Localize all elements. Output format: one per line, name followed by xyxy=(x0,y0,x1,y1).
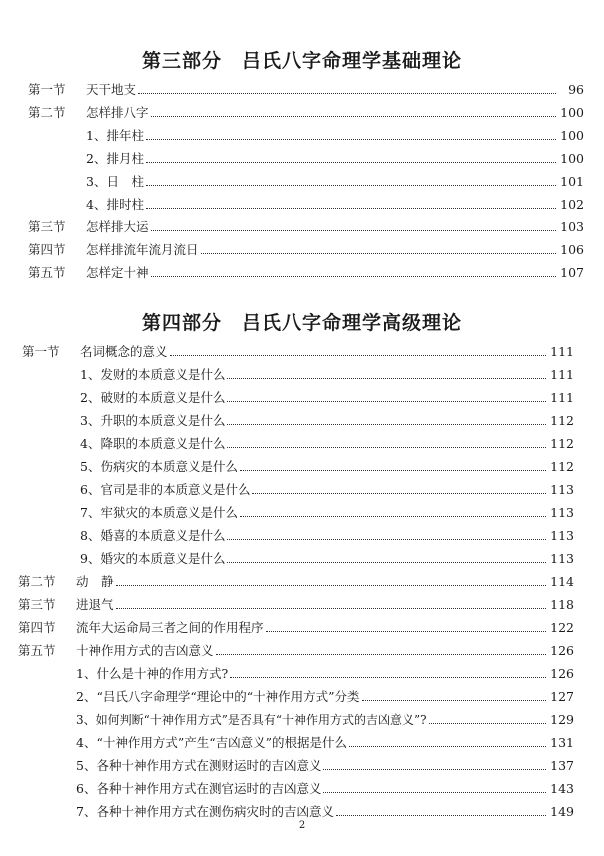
entry-title: 6、各种十神作用方式在测官运时的吉凶意义 xyxy=(76,781,322,796)
entry-title: 1、排年柱 xyxy=(86,128,144,143)
entry-title: 4、“十神作用方式”产生“吉凶意义”的根据是什么 xyxy=(76,735,348,750)
toc-subentry xyxy=(80,434,574,454)
page-number: 96 xyxy=(568,82,584,97)
entry-title: 2、破财的本质意义是什么 xyxy=(80,390,226,405)
entry-title: 8、婚喜的本质意义是什么 xyxy=(80,528,226,543)
toc-entry xyxy=(18,572,574,592)
entry-title: 4、降职的本质意义是什么 xyxy=(80,436,226,451)
dot-leader xyxy=(227,539,546,540)
section-label: 第二节 xyxy=(18,574,56,589)
dot-leader xyxy=(151,276,556,277)
page-number: 143 xyxy=(550,781,574,796)
toc-entry xyxy=(18,595,574,615)
entry-title: 9、婚灾的本质意义是什么 xyxy=(80,551,226,566)
entry-title: 1、发财的本质意义是什么 xyxy=(80,367,226,382)
dot-leader xyxy=(240,516,546,517)
entry-title: 3、升职的本质意义是什么 xyxy=(80,413,226,428)
page-number: 101 xyxy=(560,174,584,189)
page-number: 102 xyxy=(560,197,584,212)
page-number: 107 xyxy=(560,265,584,280)
toc-entry xyxy=(18,618,574,638)
toc-subentry xyxy=(76,710,574,730)
page-number: 100 xyxy=(560,128,584,143)
page-number: 100 xyxy=(560,151,584,166)
toc-subentry xyxy=(80,365,574,385)
entry-title: 怎样排八字 xyxy=(86,105,149,120)
entry-title: 天干地支 xyxy=(86,82,137,97)
footer-page-number: 2 xyxy=(298,820,306,831)
toc-entry xyxy=(28,80,584,100)
dot-leader xyxy=(252,493,546,494)
section-label: 第三节 xyxy=(28,219,66,234)
toc-entry xyxy=(28,217,584,237)
entry-title: 2、排月柱 xyxy=(86,151,144,166)
dot-leader xyxy=(146,208,556,209)
section-label: 第四节 xyxy=(28,242,66,257)
toc-subentry xyxy=(76,664,574,684)
dot-leader xyxy=(138,93,556,94)
section-label: 第五节 xyxy=(28,265,66,280)
entry-title: 7、各种十神作用方式在测伤病灾时的吉凶意义 xyxy=(76,804,334,819)
page-number: 103 xyxy=(560,219,584,234)
entry-title: 怎样排大运 xyxy=(86,219,149,234)
page-number: 112 xyxy=(550,459,574,474)
page-number: 129 xyxy=(550,712,574,727)
page-number: 111 xyxy=(550,390,574,405)
entry-title: 动 静 xyxy=(76,574,114,589)
entry-title: 6、官司是非的本质意义是什么 xyxy=(80,482,251,497)
toc-subentry xyxy=(80,388,574,408)
part4-title: 第四部分 吕氏八字命理学高级理论 xyxy=(141,312,462,334)
page-number: 113 xyxy=(550,482,574,497)
toc-entry xyxy=(28,103,584,123)
dot-leader xyxy=(170,355,546,356)
toc-subentry xyxy=(76,756,574,776)
page-number: 131 xyxy=(550,735,574,750)
toc-entry xyxy=(28,263,584,283)
dot-leader xyxy=(349,746,546,747)
page-number: 114 xyxy=(550,574,574,589)
page-number: 126 xyxy=(550,666,574,681)
entry-title: 5、伤病灾的本质意义是什么 xyxy=(80,459,238,474)
dot-leader xyxy=(362,700,546,701)
page-number: 122 xyxy=(550,620,574,635)
page-number: 112 xyxy=(550,436,574,451)
dot-leader xyxy=(266,631,546,632)
toc-subentry xyxy=(76,779,574,799)
dot-leader xyxy=(146,162,556,163)
page-number: 127 xyxy=(550,689,574,704)
toc-subentry xyxy=(86,172,584,192)
dot-leader xyxy=(230,677,546,678)
page-number: 113 xyxy=(550,551,574,566)
entry-title: 3、如何判断“十神作用方式”是否具有“十神作用方式的吉凶意义”? xyxy=(76,713,427,727)
dot-leader xyxy=(227,401,546,402)
dot-leader xyxy=(323,792,546,793)
toc-subentry xyxy=(76,687,574,707)
entry-title: 进退气 xyxy=(76,597,114,612)
dot-leader xyxy=(146,185,556,186)
page-number: 113 xyxy=(550,528,574,543)
entry-title: 名词概念的意义 xyxy=(80,344,168,359)
dot-leader xyxy=(227,447,546,448)
entry-title: 十神作用方式的吉凶意义 xyxy=(76,643,214,658)
toc-entry xyxy=(22,342,574,362)
dot-leader xyxy=(227,424,546,425)
toc-subentry xyxy=(86,149,584,169)
toc-subentry xyxy=(80,549,574,569)
page-number: 118 xyxy=(550,597,574,612)
toc-subentry xyxy=(86,195,584,215)
page-number: 113 xyxy=(550,505,574,520)
dot-leader xyxy=(201,253,556,254)
dot-leader xyxy=(227,378,546,379)
entry-title: 7、牢狱灾的本质意义是什么 xyxy=(80,505,238,520)
part3-title: 第三部分 吕氏八字命理学基础理论 xyxy=(141,50,462,72)
dot-leader xyxy=(151,230,556,231)
section-label: 第四节 xyxy=(18,620,56,635)
dot-leader xyxy=(151,116,556,117)
section-label: 第一节 xyxy=(28,82,66,97)
entry-title: 怎样定十神 xyxy=(86,265,149,280)
section-label: 第二节 xyxy=(28,105,66,120)
toc-subentry xyxy=(80,503,574,523)
entry-title: 流年大运命局三者之间的作用程序 xyxy=(76,620,264,635)
entry-title: 5、各种十神作用方式在测财运时的吉凶意义 xyxy=(76,758,322,773)
section-label: 第五节 xyxy=(18,643,56,658)
dot-leader xyxy=(323,769,546,770)
page-number: 126 xyxy=(550,643,574,658)
entry-title: 3、日 柱 xyxy=(86,174,144,189)
page-number: 111 xyxy=(550,367,574,382)
toc-entry xyxy=(28,240,584,260)
dot-leader xyxy=(240,470,546,471)
toc-subentry xyxy=(76,802,574,822)
toc-subentry xyxy=(80,526,574,546)
page-number: 111 xyxy=(550,344,574,359)
page-number: 112 xyxy=(550,413,574,428)
dot-leader xyxy=(227,562,546,563)
entry-title: 1、什么是十神的作用方式? xyxy=(76,666,229,681)
page-number: 137 xyxy=(550,758,574,773)
dot-leader xyxy=(429,723,546,724)
entry-title: 4、排时柱 xyxy=(86,197,144,212)
page-number: 149 xyxy=(550,804,574,819)
dot-leader xyxy=(336,815,546,816)
entry-title: 怎样排流年流月流日 xyxy=(86,242,199,257)
toc-subentry xyxy=(86,126,584,146)
dot-leader xyxy=(146,139,556,140)
dot-leader xyxy=(116,608,546,609)
section-label: 第一节 xyxy=(22,344,60,359)
toc-subentry xyxy=(80,411,574,431)
entry-title: 2、“吕氏八字命理学“理论中的“十神作用方式”分类 xyxy=(76,689,360,704)
toc-subentry xyxy=(80,457,574,477)
section-label: 第三节 xyxy=(18,597,56,612)
dot-leader xyxy=(216,654,546,655)
toc-subentry xyxy=(76,733,574,753)
page-number: 100 xyxy=(560,105,584,120)
page-number: 106 xyxy=(560,242,584,257)
dot-leader xyxy=(116,585,546,586)
toc-entry xyxy=(18,641,574,661)
toc-subentry xyxy=(80,480,574,500)
